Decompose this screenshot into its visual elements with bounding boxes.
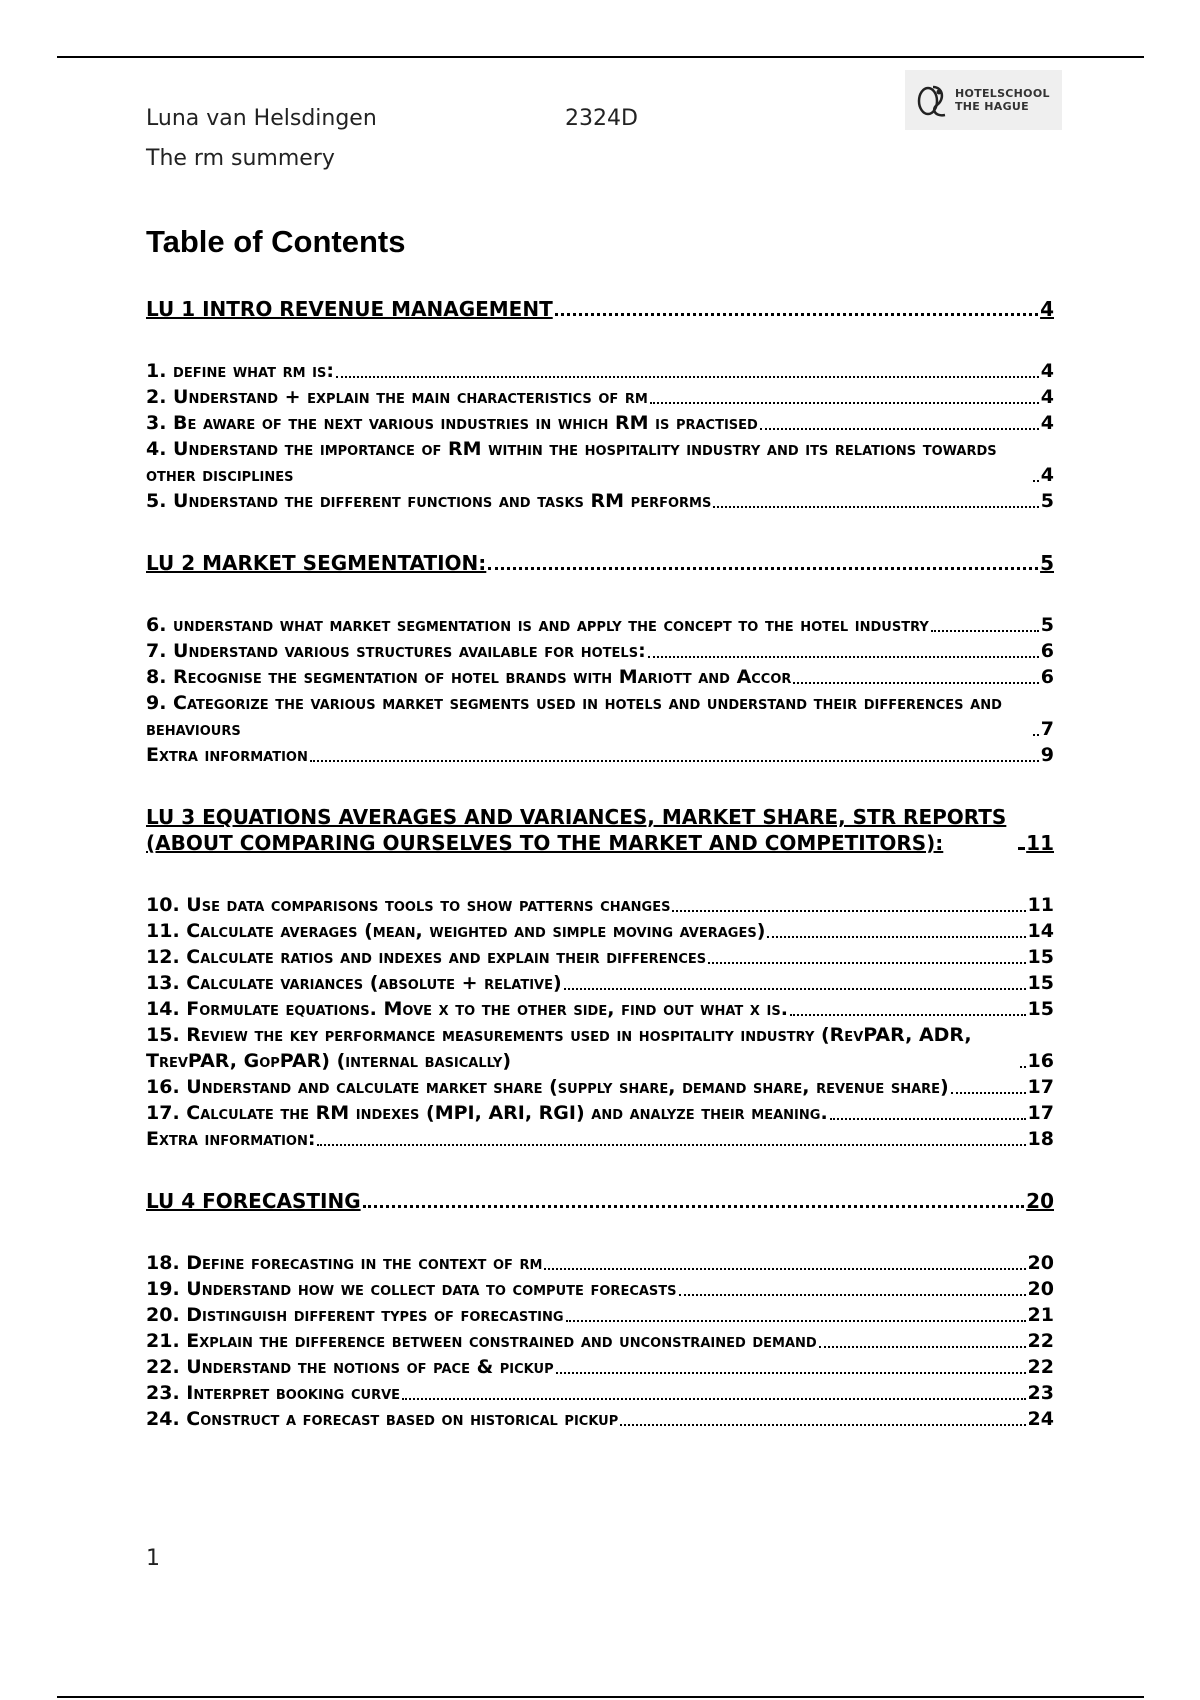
toc-entry-text: 2. Understand + explain the main characteristics of rm xyxy=(146,386,648,408)
page-ref: 9 xyxy=(1040,744,1054,766)
page-ref: 22 xyxy=(1027,1356,1054,1378)
page-ref: 23 xyxy=(1027,1382,1054,1404)
toc-entry[interactable] xyxy=(146,1074,1054,1100)
dot-leader xyxy=(336,376,1039,378)
table-of-contents xyxy=(146,296,1054,1432)
toc-entry[interactable] xyxy=(146,970,1054,996)
toc-section-heading[interactable] xyxy=(146,1188,1054,1214)
dot-leader xyxy=(1033,480,1039,482)
dot-leader xyxy=(544,1268,1025,1270)
toc-section-heading-text: LU 4 FORECASTING xyxy=(146,1189,361,1213)
dot-leader xyxy=(402,1398,1026,1400)
hotelschool-logo-icon xyxy=(915,79,951,121)
dot-leader xyxy=(672,910,1025,912)
toc-entry-text: 23. Interpret booking curve xyxy=(146,1382,401,1404)
toc-entry[interactable] xyxy=(146,1276,1054,1302)
dot-leader xyxy=(830,1118,1026,1120)
dot-leader xyxy=(708,962,1025,964)
page-ref: 5 xyxy=(1040,551,1054,575)
toc-entry[interactable] xyxy=(146,410,1054,436)
page-ref: 22 xyxy=(1027,1330,1054,1352)
toc-entry-text: 19. Understand how we collect data to compute forecasts xyxy=(146,1278,677,1300)
toc-entry[interactable] xyxy=(146,1250,1054,1276)
page-ref: 4 xyxy=(1040,412,1054,434)
dot-leader xyxy=(790,1014,1026,1016)
toc-entry[interactable] xyxy=(146,690,1054,742)
toc-entry[interactable] xyxy=(146,1354,1054,1380)
toc-entry-text: 7. Understand various structures available for hotels: xyxy=(146,640,646,662)
toc-entry[interactable] xyxy=(146,488,1054,514)
toc-entry[interactable] xyxy=(146,892,1054,918)
author-name: Luna van Helsdingen xyxy=(146,106,377,131)
class-code: 2324D xyxy=(565,106,638,131)
logo-line-1: HOTELSCHOOL xyxy=(955,87,1050,100)
dot-leader xyxy=(1020,1066,1026,1068)
page-ref: 5 xyxy=(1040,490,1054,512)
toc-entry-text: 18. Define forecasting in the context of rm xyxy=(146,1252,543,1274)
toc-entry[interactable] xyxy=(146,1126,1054,1152)
toc-section-heading[interactable] xyxy=(146,804,1054,856)
toc-entry-text: 11. Calculate averages (mean, weighted and simple moving averages) xyxy=(146,920,766,942)
page-ref: 20 xyxy=(1027,1278,1054,1300)
toc-entry[interactable] xyxy=(146,918,1054,944)
toc-entry-text: 4. Understand the importance of RM within the hospitality industry and its relations towards other disciplines xyxy=(146,438,997,486)
dot-leader xyxy=(951,1092,1026,1094)
toc-entry-text: 17. Calculate the RM indexes (MPI, ARI, RGI) and analyze their meaning. xyxy=(146,1102,828,1124)
page-ref: 18 xyxy=(1027,1128,1054,1150)
toc-entry-text: Extra information: xyxy=(146,1128,316,1150)
dot-leader xyxy=(488,567,1038,570)
page-ref: 20 xyxy=(1026,1189,1054,1213)
dot-leader xyxy=(819,1346,1026,1348)
page-ref: 24 xyxy=(1027,1408,1054,1430)
page-ref: 4 xyxy=(1040,464,1054,486)
toc-entry[interactable] xyxy=(146,664,1054,690)
toc-entry-text: 8. Recognise the segmentation of hotel brands with Mariott and Accor xyxy=(146,666,792,688)
toc-entry[interactable] xyxy=(146,384,1054,410)
dot-leader xyxy=(931,630,1039,632)
dot-leader xyxy=(679,1294,1026,1296)
toc-entry-text: 24. Construct a forecast based on historical pickup xyxy=(146,1408,619,1430)
toc-entry-text: 10. Use data comparisons tools to show patterns changes xyxy=(146,894,671,916)
page-ref: 15 xyxy=(1027,998,1054,1020)
toc-section-heading-text: LU 2 MARKET SEGMENTATION: xyxy=(146,551,487,575)
top-rule xyxy=(57,56,1144,58)
dot-leader xyxy=(310,760,1039,762)
toc-section-heading[interactable] xyxy=(146,296,1054,322)
page-ref: 15 xyxy=(1027,946,1054,968)
dot-leader xyxy=(555,313,1038,316)
page-ref: 16 xyxy=(1027,1050,1054,1072)
page-ref: 4 xyxy=(1040,360,1054,382)
toc-entry-text: 3. Be aware of the next various industries in which RM is practised xyxy=(146,412,758,434)
toc-entry[interactable] xyxy=(146,1302,1054,1328)
toc-entry-text: Extra information xyxy=(146,744,308,766)
page-ref: 6 xyxy=(1040,640,1054,662)
page-number: 1 xyxy=(146,1546,160,1571)
toc-entry-text: 13. Calculate variances (absolute + relative) xyxy=(146,972,562,994)
page-ref: 5 xyxy=(1040,614,1054,636)
toc-entry-text: 22. Understand the notions of pace & pickup xyxy=(146,1356,554,1378)
page-ref: 17 xyxy=(1027,1076,1054,1098)
dot-leader xyxy=(556,1372,1026,1374)
toc-entry[interactable] xyxy=(146,358,1054,384)
toc-entry[interactable] xyxy=(146,1100,1054,1126)
dot-leader xyxy=(650,402,1039,404)
page-ref: 21 xyxy=(1027,1304,1054,1326)
toc-title: Table of Contents xyxy=(146,224,406,259)
toc-entry-text: 12. Calculate ratios and indexes and explain their differences xyxy=(146,946,707,968)
dot-leader xyxy=(566,1320,1026,1322)
toc-section-heading-text: LU 3 EQUATIONS AVERAGES AND VARIANCES, MARKET SHARE, STR REPORTS (ABOUT COMPARING OURSELVES TO THE MARKET AND COMPETITORS): xyxy=(146,805,1007,855)
toc-entry[interactable] xyxy=(146,1406,1054,1432)
toc-entry-text: 21. Explain the difference between constrained and unconstrained demand xyxy=(146,1330,817,1352)
page-ref: 11 xyxy=(1026,831,1054,855)
document-subtitle: The rm summery xyxy=(146,146,335,171)
toc-entry-text: 15. Review the key performance measurements used in hospitality industry (RevPAR, ADR, TrevPAR, GopPAR) (internal basically) xyxy=(146,1024,972,1072)
bottom-rule xyxy=(57,1696,1144,1698)
dot-leader xyxy=(564,988,1026,990)
page-ref: 4 xyxy=(1040,297,1054,321)
toc-entry-text: 14. Formulate equations. Move x to the other side, find out what x is. xyxy=(146,998,788,1020)
toc-entry-text: 6. understand what market segmentation is and apply the concept to the hotel industry xyxy=(146,614,929,636)
toc-entry-text: 9. Categorize the various market segments used in hotels and understand their differences and behaviours xyxy=(146,692,1002,740)
dot-leader xyxy=(767,936,1025,938)
dot-leader xyxy=(317,1144,1025,1146)
dot-leader xyxy=(713,506,1038,508)
dot-leader xyxy=(793,682,1038,684)
toc-entry[interactable] xyxy=(146,1022,1054,1074)
dot-leader xyxy=(1033,734,1039,736)
page-ref: 14 xyxy=(1027,920,1054,942)
dot-leader xyxy=(620,1424,1025,1426)
dot-leader xyxy=(1018,847,1024,850)
logo-line-2: THE HAGUE xyxy=(955,100,1029,113)
dot-leader xyxy=(648,656,1039,658)
page-ref: 20 xyxy=(1027,1252,1054,1274)
toc-section-heading-text: LU 1 INTRO REVENUE MANAGEMENT xyxy=(146,297,553,321)
toc-entry-text: 16. Understand and calculate market share (supply share, demand share, revenue share) xyxy=(146,1076,949,1098)
toc-entry[interactable] xyxy=(146,1328,1054,1354)
page-ref: 4 xyxy=(1040,386,1054,408)
toc-entry-text: 5. Understand the different functions and tasks RM performs xyxy=(146,490,712,512)
hotelschool-logo xyxy=(905,70,1062,130)
toc-entry[interactable] xyxy=(146,742,1054,768)
dot-leader xyxy=(363,1205,1025,1208)
toc-entry-text: 20. Distinguish different types of forecasting xyxy=(146,1304,564,1326)
page-ref: 15 xyxy=(1027,972,1054,994)
toc-entry[interactable] xyxy=(146,944,1054,970)
toc-entry[interactable] xyxy=(146,638,1054,664)
dot-leader xyxy=(760,428,1039,430)
toc-section-heading[interactable] xyxy=(146,550,1054,576)
toc-entry[interactable] xyxy=(146,612,1054,638)
page-ref: 11 xyxy=(1027,894,1054,916)
page-ref: 17 xyxy=(1027,1102,1054,1124)
page-ref: 7 xyxy=(1040,718,1054,740)
toc-entry[interactable] xyxy=(146,1380,1054,1406)
toc-entry[interactable] xyxy=(146,436,1054,488)
toc-entry[interactable] xyxy=(146,996,1054,1022)
page-ref: 6 xyxy=(1040,666,1054,688)
toc-entry-text: 1. define what rm is: xyxy=(146,360,334,382)
